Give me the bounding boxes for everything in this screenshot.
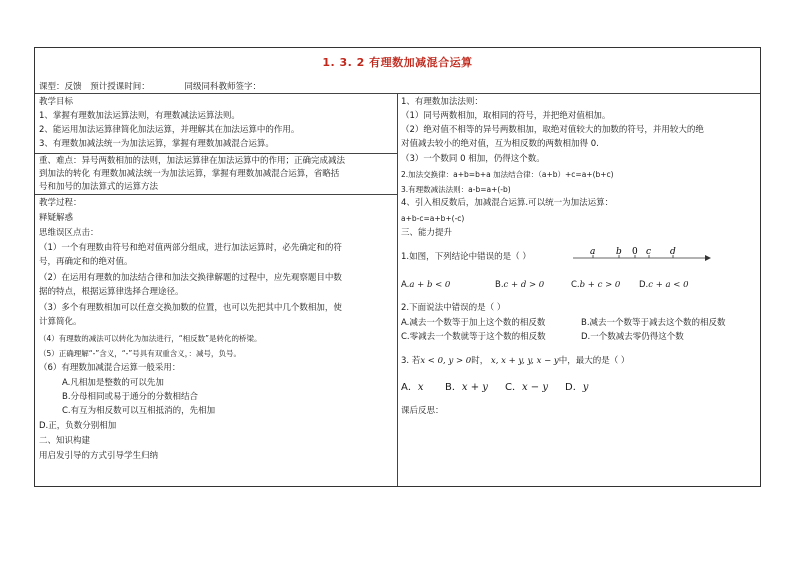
error-3b: 计算简化。	[39, 317, 82, 327]
meta-row	[39, 80, 267, 92]
rule-1b: （2）绝对值不相等的异号两数相加，取绝对值较大的加数的符号，并用较大的绝	[401, 125, 704, 135]
question-2: 2.下面说法中错误的是（ ）	[401, 303, 506, 313]
q1-option-b: B.c + d > 0	[495, 280, 545, 290]
error-6: （6）有理数加减混合运算一般采用：	[39, 363, 181, 373]
keypoints-divider	[35, 194, 397, 195]
number-line	[571, 246, 711, 266]
error-1b: 号，再确定和的绝对值。	[39, 257, 133, 267]
question-3: 3. 若x < 0, y > 0时， x, x + y, y, x − y中，最大的是（ ）	[401, 356, 630, 366]
rule-4: 4、引入相反数后，加减混合运算.可以统一为加法运算：	[401, 198, 614, 208]
q3-option-b: B．x + y	[445, 382, 488, 393]
goals-heading: 教学目标	[39, 97, 74, 107]
error-6c: C.有互为相反数可以互相抵消的，先相加	[62, 406, 216, 416]
rule-2: 2.加法交换律：a+b=b+a 加法结合律：（a+b）+c=a+(b+c)	[401, 170, 614, 179]
knowledge-line: 用启发引导的方式引导学生归纳	[39, 451, 159, 461]
column-divider	[397, 93, 398, 486]
q2-option-c: C.零减去一个数就等于这个数的相反数	[401, 332, 546, 342]
goal-3: 3、有理数加减法统一为加法运算，掌握有理数加减混合运算。	[39, 139, 274, 149]
goal-1: 1、掌握有理数加法运算法则，有理数减法运算法则。	[39, 111, 240, 121]
rule-4a: a+b-c=a+b+(-c)	[401, 214, 465, 223]
error-4: （4）有理数的减法可以转化为加法进行，“相反数”是转化的桥梁。	[39, 334, 262, 343]
keypoints-line-3: 号和加号的加法算式的运算方法	[39, 182, 159, 192]
rule-1c: 对值减去较小的绝对值，互为相反数的两数相加得 0.	[401, 139, 599, 149]
rule-1a: （1）同号两数相加，取相同的符号，并把绝对值相加。	[401, 111, 611, 121]
q2-option-d: D.一个数减去零仍得这个数	[581, 332, 684, 342]
label-d: d	[670, 247, 676, 257]
error-1a: （1）一个有理数由符号和绝对值两部分组成，进行加法运算时，必先确定和的符	[39, 243, 342, 253]
worksheet-frame	[34, 47, 761, 487]
q1-option-c: C.b + c > 0	[571, 280, 621, 290]
page-title: 1. 3. 2 有理数加减混合运算	[322, 56, 473, 69]
number-line-arrow	[705, 255, 711, 261]
q2-option-b: B.减去一个数等于减去这个数的相反数	[581, 318, 726, 328]
planned-time: 预计授课时间：	[90, 82, 150, 92]
question-1: 1.如图，下列结论中错误的是（ ）	[401, 252, 531, 262]
goals-divider	[35, 153, 397, 154]
rule-heading: 1、有理数加法法则：	[401, 97, 483, 107]
rule-3: 3.有理数减法法则：a-b=a+(-b)	[401, 185, 511, 194]
ability-heading: 三、能力提升	[401, 228, 453, 238]
label-a: a	[590, 247, 596, 257]
label-b: b	[616, 247, 622, 257]
error-5: （5）正确理解“-”含义，“-”号具有双重含义，：减号，负号。	[39, 349, 241, 358]
q3-option-a: A．x	[401, 382, 424, 393]
teacher-sign: 同级同科教师签字：	[184, 82, 261, 92]
knowledge-heading: 二、知识构建	[39, 436, 91, 446]
label-c: c	[646, 247, 652, 257]
goal-2: 2、能运用加法运算律简化加法运算，并理解其在加法运算中的作用。	[39, 125, 300, 135]
q3-option-d: D．y	[565, 382, 589, 393]
reflection-heading: 课后反思：	[401, 406, 444, 416]
error-6d: D.正，负数分别相加	[39, 421, 117, 431]
q2-option-a: A.减去一个数等于加上这个数的相反数	[401, 318, 546, 328]
label-0: 0	[632, 247, 638, 257]
rule-1d: （3）一个数同 0 相加，仍得这个数。	[401, 154, 545, 164]
error-6a: A.凡相加是整数的可以先加	[62, 378, 164, 388]
error-3a: （3）多个有理数相加可以任意交换加数的位置，也可以先把其中几个数相加，使	[39, 303, 342, 313]
error-2a: （2）在运用有理数的加法结合律和加法交换律解题的过程中，应先观察题目中数	[39, 273, 342, 283]
keypoints-line-1: 重、难点：异号两数相加的法则，加法运算律在加法运算中的作用；正确完成减法	[39, 156, 346, 166]
q1-option-a: A.a + b < 0	[401, 280, 451, 290]
keypoints-line-2: 到加法的转化 有理数加减法统一为加法运算，掌握有理数加减混合运算，省略括	[39, 169, 340, 179]
explain-heading: 释疑解惑	[39, 213, 74, 223]
error-heading: 思维误区点击：	[39, 228, 99, 238]
error-2b: 据的特点，根据运算律选择合理途径。	[39, 287, 184, 297]
course-type: 课型：反馈	[39, 82, 82, 92]
q3-option-c: C．x − y	[505, 382, 549, 393]
process-heading: 教学过程：	[39, 198, 82, 208]
error-6b: B.分母相同或易于通分的分数相结合	[62, 392, 199, 402]
q1-option-d: D.c + a < 0	[639, 280, 689, 290]
